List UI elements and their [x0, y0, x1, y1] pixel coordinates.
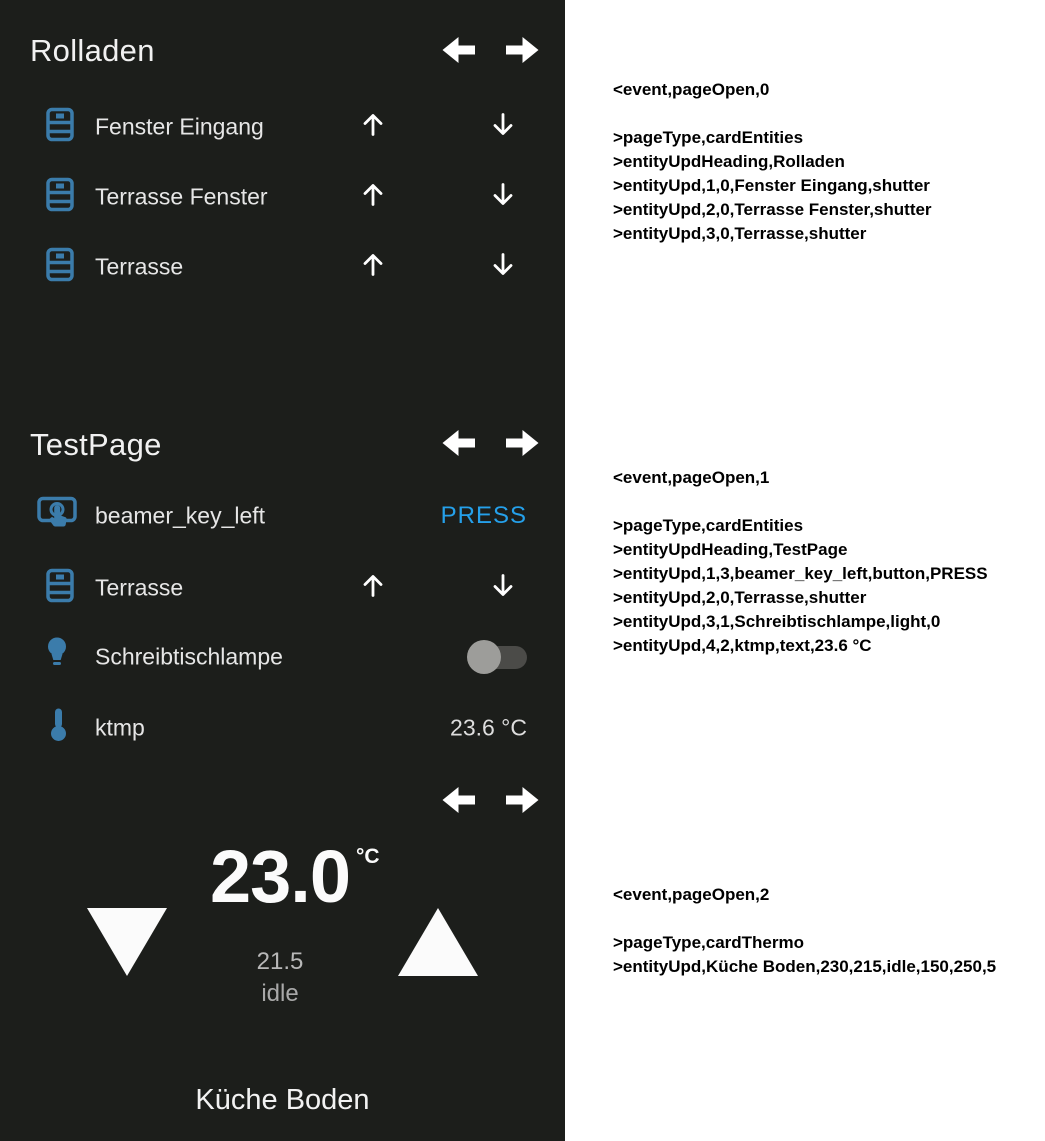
protocol-event-line: <event,pageOpen,0 — [613, 80, 770, 99]
arrow-down-icon — [490, 265, 516, 282]
entity-row — [0, 489, 565, 543]
entity-label: Terrasse — [95, 253, 184, 280]
nav-next-button[interactable] — [503, 784, 541, 816]
protocol-line: >entityUpd,Küche Boden,230,215,idle,150,250,5 — [613, 957, 997, 976]
protocol-line: >entityUpdHeading,TestPage — [613, 540, 848, 559]
protocol-line: >entityUpd,4,2,ktmp,text,23.6 °C — [613, 636, 872, 655]
protocol-line: >entityUpdHeading,Rolladen — [613, 152, 845, 171]
nav-prev-button[interactable] — [440, 34, 478, 66]
arrow-up-icon — [360, 125, 386, 142]
entity-row — [0, 170, 565, 224]
entity-label: Schreibtischlampe — [95, 643, 283, 670]
arrow-down-icon — [490, 195, 516, 212]
window-shutter-icon — [46, 248, 74, 287]
nav-next-button[interactable] — [503, 34, 541, 66]
arrow-left-bold-icon — [440, 427, 478, 459]
entity-label: Terrasse Fenster — [95, 183, 268, 210]
entity-row — [0, 630, 565, 684]
protocol-block-page0 — [613, 78, 932, 246]
arrow-right-bold-icon — [503, 784, 541, 816]
entity-row — [0, 240, 565, 294]
nav-prev-button[interactable] — [440, 784, 478, 816]
arrow-up-icon — [360, 586, 386, 603]
nav-next-button[interactable] — [503, 427, 541, 459]
protocol-line: >pageType,cardEntities — [613, 516, 804, 535]
arrow-up-icon — [360, 265, 386, 282]
protocol-line: >entityUpd,3,1,Schreibtischlampe,light,0 — [613, 612, 941, 631]
arrow-down-icon — [490, 125, 516, 142]
entity-label: beamer_key_left — [95, 502, 266, 529]
arrow-left-bold-icon — [440, 784, 478, 816]
thermostat-title: Küche Boden — [195, 1084, 370, 1116]
arrow-left-bold-icon — [440, 34, 478, 66]
window-shutter-icon — [46, 108, 74, 147]
window-shutter-icon — [46, 178, 74, 217]
shutter-down-button[interactable] — [490, 573, 516, 604]
protocol-block-page1 — [613, 466, 988, 658]
entity-label: Fenster Eingang — [95, 113, 264, 140]
arrow-right-bold-icon — [503, 34, 541, 66]
protocol-line: >entityUpd,1,0,Fenster Eingang,shutter — [613, 176, 930, 195]
toggle-knob — [467, 640, 501, 674]
window-shutter-icon — [46, 569, 74, 608]
entity-row — [0, 561, 565, 615]
protocol-line: >entityUpd,3,0,Terrasse,shutter — [613, 224, 867, 243]
hvac-status: idle — [261, 980, 299, 1007]
page-title: TestPage — [30, 427, 162, 462]
press-button[interactable]: PRESS — [440, 502, 527, 529]
gesture-tap-button-icon — [36, 494, 80, 539]
protocol-line: >entityUpd,2,0,Terrasse Fenster,shutter — [613, 200, 932, 219]
temp-up-button[interactable] — [398, 908, 478, 976]
target-temp: 21.5 — [256, 948, 304, 975]
triangle-up-icon — [398, 963, 478, 980]
protocol-line: >pageType,cardEntities — [613, 128, 804, 147]
arrow-right-bold-icon — [503, 427, 541, 459]
protocol-event-line: <event,pageOpen,1 — [613, 468, 770, 487]
temp-unit: °C — [356, 845, 380, 868]
shutter-down-button[interactable] — [490, 252, 516, 283]
entity-label: Terrasse — [95, 574, 184, 601]
arrow-up-icon — [360, 195, 386, 212]
nav-prev-button[interactable] — [440, 427, 478, 459]
entity-row — [0, 100, 565, 154]
protocol-line: >entityUpd,2,0,Terrasse,shutter — [613, 588, 867, 607]
protocol-line: >entityUpd,1,3,beamer_key_left,button,PRESS — [613, 564, 988, 583]
shutter-up-button[interactable] — [360, 112, 386, 143]
arrow-down-icon — [490, 586, 516, 603]
entity-label: ktmp — [95, 714, 145, 741]
shutter-up-button[interactable] — [360, 573, 386, 604]
shutter-down-button[interactable] — [490, 182, 516, 213]
shutter-down-button[interactable] — [490, 112, 516, 143]
shutter-up-button[interactable] — [360, 252, 386, 283]
entity-row — [0, 701, 565, 755]
protocol-block-page2 — [613, 883, 996, 979]
lightbulb-icon — [44, 636, 70, 679]
protocol-line: >pageType,cardThermo — [613, 933, 804, 952]
light-toggle[interactable] — [467, 639, 527, 675]
thermometer-icon — [47, 707, 69, 750]
temperature-value: 23.6 °C — [450, 714, 527, 741]
current-temp: 23.0 — [209, 835, 351, 918]
shutter-up-button[interactable] — [360, 182, 386, 213]
page-title: Rolladen — [30, 33, 155, 68]
protocol-event-line: <event,pageOpen,2 — [613, 885, 770, 904]
